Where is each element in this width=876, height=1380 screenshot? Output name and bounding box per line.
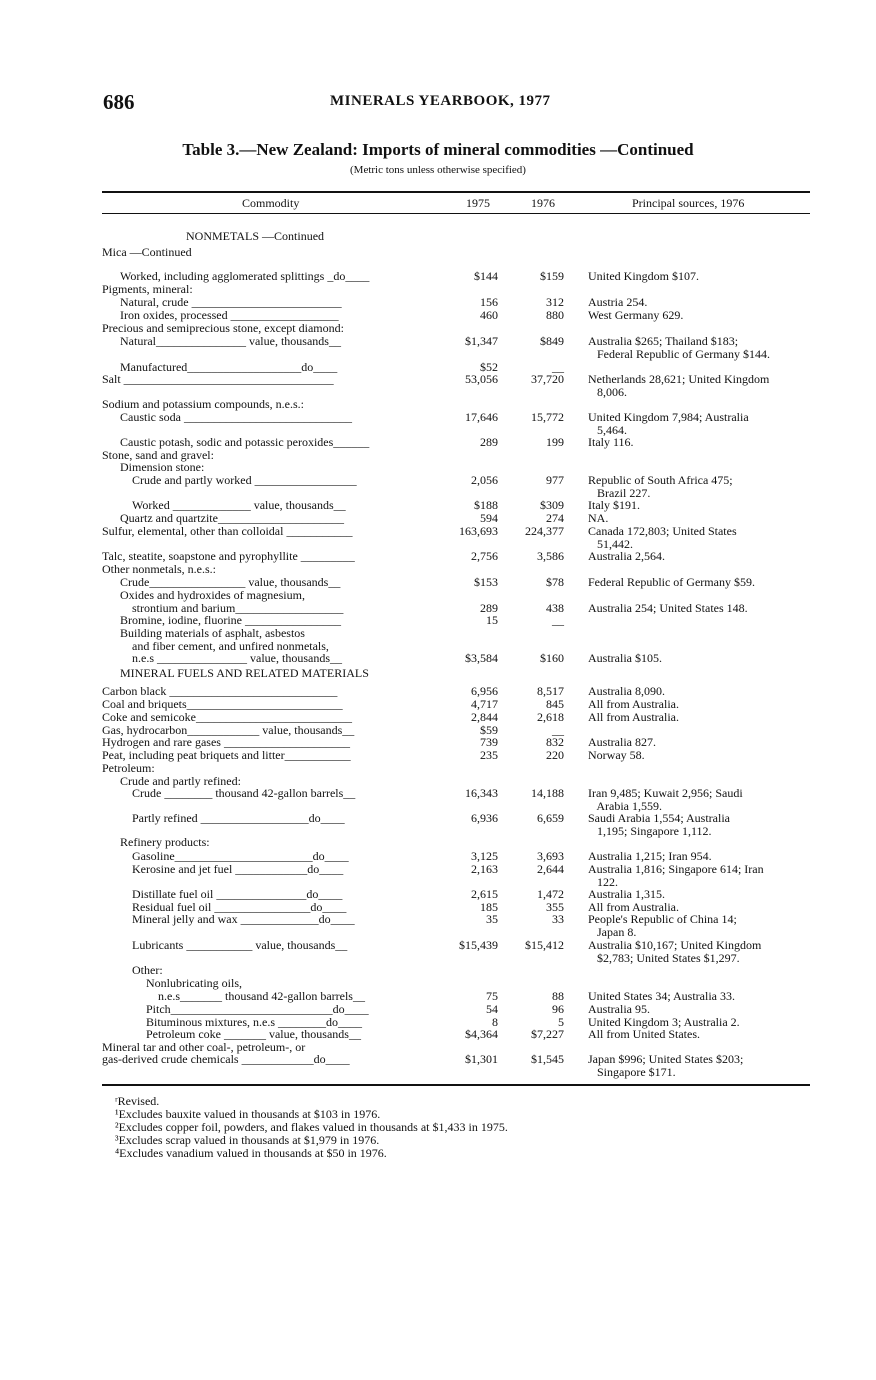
value-1975-cell: 53,056 (465, 372, 498, 386)
table-row (0, 938, 876, 965)
sources-line: Italy $191. (588, 498, 640, 512)
value-1975-cell: 2,615 (471, 887, 498, 901)
table-row (0, 576, 876, 589)
commodity-cell: Crude ________ thousand 42-gallon barrels__ (132, 787, 356, 800)
commodity-cell: Carbon black ____________________________ (102, 685, 338, 698)
table-row (0, 736, 876, 749)
value-1975-cell: 460 (480, 308, 498, 322)
table-row (0, 1052, 876, 1079)
value-1976-cell: 224,377 (525, 524, 564, 538)
table-row (0, 1003, 876, 1016)
value-1975-cell: 739 (480, 735, 498, 749)
value-1975-cell: 289 (480, 601, 498, 615)
sources-line: Japan 8. (588, 925, 637, 939)
sources-cell (588, 749, 813, 762)
commodity-cell: Dimension stone: (120, 461, 205, 474)
sources-line: Australia $265; Thailand $183; (588, 334, 739, 348)
sources-line: Arabia 1,559. (588, 799, 662, 813)
sources-line: United Kingdom 7,984; Australia (588, 410, 749, 424)
sources-line: United Kingdom 3; Australia 2. (588, 1015, 740, 1029)
table-subtitle: (Metric tons unless otherwise specified) (350, 164, 526, 176)
commodity-cell: strontium and barium__________________ (132, 602, 344, 615)
column-header-1975: 1975 (466, 196, 490, 210)
value-1976-cell: 37,720 (531, 372, 564, 386)
value-1976-cell: $309 (540, 498, 564, 512)
footnote: ʳRevised. (115, 1094, 160, 1108)
value-1976-cell: $7,227 (531, 1027, 564, 1041)
table-row (0, 862, 876, 889)
sources-line: Australia 8,090. (588, 684, 665, 698)
commodity-cell: Petroleum: (102, 762, 155, 775)
commodity-cell: gas-derived crude chemicals ____________do____ (102, 1053, 350, 1066)
commodity-cell: Bromine, iodine, fluorine ________________ (120, 614, 341, 627)
sources-cell (588, 711, 813, 724)
value-1975-cell: $144 (474, 269, 498, 283)
value-1975-cell: 75 (486, 989, 498, 1003)
value-1976-cell: __ (552, 613, 564, 627)
commodity-cell: n.e.s _______________ value, thousands__ (132, 652, 342, 665)
sources-line: $2,783; United States $1,297. (588, 951, 740, 965)
sources-cell (588, 1053, 813, 1079)
column-header-1976: 1976 (531, 196, 555, 210)
value-1976-cell: $159 (540, 269, 564, 283)
sources-line: Singapore $171. (588, 1065, 676, 1079)
value-1976-cell: 15,772 (531, 410, 564, 424)
value-1976-cell: $15,412 (525, 938, 564, 952)
sources-line: 5,464. (588, 423, 627, 437)
commodity-cell: Distillate fuel oil _______________do____ (132, 888, 343, 901)
sources-line: NA. (588, 511, 609, 525)
sources-line: 51,442. (588, 537, 633, 551)
column-header-sources: Principal sources, 1976 (632, 196, 745, 210)
sources-line: Saudi Arabia 1,554; Australia (588, 811, 730, 825)
value-1976-cell: 14,188 (531, 786, 564, 800)
commodity-cell: Lubricants ___________ value, thousands__ (132, 939, 348, 952)
value-1976-cell: 199 (546, 435, 564, 449)
sources-line: Australia 827. (588, 735, 656, 749)
table-row (0, 652, 876, 665)
commodity-cell: Residual fuel oil ________________do____ (132, 901, 347, 914)
value-1975-cell: 15 (486, 613, 498, 627)
commodity-cell: Stone, sand and gravel: (102, 449, 214, 462)
table-row (0, 811, 876, 838)
table-row (0, 964, 876, 977)
value-1975-cell: 2,756 (471, 549, 498, 563)
commodity-cell: Other nonmetals, n.e.s.: (102, 563, 216, 576)
sources-cell (588, 436, 813, 449)
column-header-commodity: Commodity (242, 196, 300, 210)
commodity-cell: Sulfur, elemental, other than colloidal ___________ (102, 525, 353, 538)
commodity-cell: Other: (132, 964, 163, 977)
value-1976-cell: 880 (546, 308, 564, 322)
table-row (0, 230, 876, 243)
sources-cell (588, 787, 813, 813)
value-1975-cell: 594 (480, 511, 498, 525)
sources-line: Netherlands 28,621; United Kingdom (588, 372, 770, 386)
value-1975-cell: 3,125 (471, 849, 498, 863)
commodity-cell: Crude________________ value, thousands__ (120, 576, 341, 589)
commodity-cell: Quartz and quartzite_____________________ (120, 512, 344, 525)
value-1975-cell: 4,717 (471, 697, 498, 711)
sources-line: Japan $996; United States $203; (588, 1052, 744, 1066)
sources-line: Australia 95. (588, 1002, 650, 1016)
sources-cell (588, 812, 813, 838)
value-1976-cell: 977 (546, 473, 564, 487)
value-1975-cell: 289 (480, 435, 498, 449)
commodity-cell: Coal and briquets__________________________ (102, 698, 343, 711)
value-1976-cell: 220 (546, 748, 564, 762)
table-row (0, 473, 876, 500)
sources-line: Norway 58. (588, 748, 645, 762)
commodity-cell: Bituminous mixtures, n.e.s ________do____ (146, 1016, 362, 1029)
sources-cell (588, 652, 813, 665)
table-row (0, 888, 876, 901)
commodity-cell: Talc, steatite, soapstone and pyrophyllite _________ (102, 550, 355, 563)
sources-cell (588, 373, 813, 399)
table-row (0, 977, 876, 990)
sources-cell (588, 309, 813, 322)
table-row (0, 283, 876, 296)
sources-line: 8,006. (588, 385, 627, 399)
commodity-cell: Caustic soda ____________________________ (120, 411, 352, 424)
value-1976-cell: 845 (546, 697, 564, 711)
value-1975-cell: 2,163 (471, 862, 498, 876)
sources-line: People's Republic of China 14; (588, 912, 737, 926)
commodity-cell: Crude and partly worked _________________ (132, 474, 357, 487)
table-row (0, 786, 876, 813)
table-row (0, 749, 876, 762)
sources-cell (588, 411, 813, 437)
value-1975-cell: 156 (480, 295, 498, 309)
sources-cell (588, 863, 813, 889)
table-bottom-rule (102, 1084, 810, 1086)
value-1975-cell: 6,936 (471, 811, 498, 825)
commodity-cell: Petroleum coke _______ value, thousands__ (146, 1028, 361, 1041)
value-1975-cell: 235 (480, 748, 498, 762)
value-1975-cell: 2,056 (471, 473, 498, 487)
value-1975-cell: $188 (474, 498, 498, 512)
sources-cell (588, 913, 813, 939)
footnote: ⁴Excludes vanadium valued in thousands at $50 in 1976. (115, 1146, 387, 1160)
value-1976-cell: 5 (558, 1015, 564, 1029)
sources-line: United Kingdom $107. (588, 269, 699, 283)
value-1975-cell: $52 (480, 360, 498, 374)
value-1976-cell: 6,659 (537, 811, 564, 825)
commodity-cell: Manufactured___________________do____ (120, 361, 338, 374)
value-1975-cell: 2,844 (471, 710, 498, 724)
value-1976-cell: $849 (540, 334, 564, 348)
commodity-cell: Partly refined __________________do____ (132, 812, 345, 825)
value-1975-cell: 6,956 (471, 684, 498, 698)
commodity-cell: Natural, crude _________________________ (120, 296, 342, 309)
table-row (0, 550, 876, 563)
sources-line: Austria 254. (588, 295, 648, 309)
sources-line: Australia $10,167; United Kingdom (588, 938, 762, 952)
value-1976-cell: 1,472 (537, 887, 564, 901)
value-1976-cell: 3,693 (537, 849, 564, 863)
commodity-cell: Caustic potash, sodic and potassic peroxides______ (120, 436, 370, 449)
commodity-cell: Crude and partly refined: (120, 775, 241, 788)
commodity-cell: Worked _____________ value, thousands__ (132, 499, 346, 512)
value-1975-cell: 17,646 (465, 410, 498, 424)
commodity-cell: Natural_______________ value, thousands__ (120, 335, 341, 348)
sources-line: Canada 172,803; United States (588, 524, 737, 538)
table-row (0, 322, 876, 335)
value-1975-cell: $1,347 (465, 334, 498, 348)
value-1976-cell: 832 (546, 735, 564, 749)
table-row (0, 698, 876, 711)
value-1975-cell: 16,343 (465, 786, 498, 800)
commodity-cell: Coke and semicoke__________________________ (102, 711, 352, 724)
value-1976-cell: 96 (552, 1002, 564, 1016)
table-row (0, 461, 876, 474)
sources-line: Australia 1,215; Iran 954. (588, 849, 712, 863)
commodity-cell: Pigments, mineral: (102, 283, 193, 296)
value-1976-cell: __ (552, 723, 564, 737)
sources-cell (588, 474, 813, 500)
commodity-cell: and fiber cement, and unfired nonmetals, (132, 640, 329, 653)
commodity-cell: Refinery products: (120, 836, 210, 849)
sources-line: Australia 254; United States 148. (588, 601, 748, 615)
commodity-cell: Sodium and potassium compounds, n.e.s.: (102, 398, 304, 411)
table-row (0, 711, 876, 724)
table-row (0, 1028, 876, 1041)
table-title: Table 3.—New Zealand: Imports of mineral commodities —Continued (182, 140, 694, 159)
commodity-cell: Nonlubricating oils, (146, 977, 242, 990)
value-1976-cell: $160 (540, 651, 564, 665)
header-bottom-rule (102, 213, 810, 214)
table-row (0, 499, 876, 512)
commodity-cell: Building materials of asphalt, asbestos (120, 627, 305, 640)
commodity-cell: Peat, including peat briquets and litter___________ (102, 749, 351, 762)
table-row (0, 334, 876, 361)
table-row (0, 512, 876, 525)
sources-line: West Germany 629. (588, 308, 684, 322)
sources-line: Australia 2,564. (588, 549, 665, 563)
value-1975-cell: $15,439 (459, 938, 498, 952)
value-1976-cell: 2,644 (537, 862, 564, 876)
value-1975-cell: 54 (486, 1002, 498, 1016)
value-1976-cell: 355 (546, 900, 564, 914)
sources-line: Federal Republic of Germany $144. (588, 347, 770, 361)
value-1975-cell: $4,364 (465, 1027, 498, 1041)
footnote: ³Excludes scrap valued in thousands at $1,979 in 1976. (115, 1133, 380, 1147)
commodity-cell: Iron oxides, processed __________________ (120, 309, 339, 322)
table-row (0, 246, 876, 259)
table-row (0, 309, 876, 322)
footnote: ²Excludes copper foil, powders, and flakes valued in thousands at $1,433 in 1975. (115, 1120, 508, 1134)
page-number: 686 (103, 90, 135, 114)
table-row (0, 296, 876, 309)
commodity-cell: Mineral jelly and wax _____________do____ (132, 913, 355, 926)
value-1976-cell: 88 (552, 989, 564, 1003)
sources-cell (588, 525, 813, 551)
value-1975-cell: $59 (480, 723, 498, 737)
commodity-cell: Oxides and hydroxides of magnesium, (120, 589, 305, 602)
table-row (0, 762, 876, 775)
table-row (0, 685, 876, 698)
commodity-cell: Salt ___________________________________ (102, 373, 334, 386)
value-1975-cell: $3,584 (465, 651, 498, 665)
table-top-rule (102, 191, 810, 193)
value-1975-cell: 163,693 (459, 524, 498, 538)
sources-line: Republic of South Africa 475; (588, 473, 733, 487)
footnote: ¹Excludes bauxite valued in thousands at $103 in 1976. (115, 1107, 381, 1121)
table-row (0, 614, 876, 627)
commodity-cell: Hydrogen and rare gases _____________________ (102, 736, 350, 749)
commodity-cell: Mineral tar and other coal-, petroleum-, or (102, 1041, 306, 1054)
sources-cell (588, 1028, 813, 1041)
sources-cell (588, 576, 813, 589)
table-row (0, 627, 876, 640)
table-row (0, 270, 876, 283)
commodity-cell: Kerosine and jet fuel ____________do____ (132, 863, 344, 876)
value-1976-cell: 274 (546, 511, 564, 525)
value-1976-cell: 2,618 (537, 710, 564, 724)
value-1975-cell: $153 (474, 575, 498, 589)
table-row (0, 410, 876, 437)
commodity-cell: NONMETALS —Continued (186, 230, 325, 243)
value-1976-cell: 8,517 (537, 684, 564, 698)
sources-line: Italy 116. (588, 435, 634, 449)
sources-line: Federal Republic of Germany $59. (588, 575, 755, 589)
sources-line: Australia 1,315. (588, 887, 665, 901)
value-1975-cell: 8 (492, 1015, 498, 1029)
value-1976-cell: 312 (546, 295, 564, 309)
sources-line: United States 34; Australia 33. (588, 989, 735, 1003)
table-row (0, 524, 876, 551)
sources-line: All from United States. (588, 1027, 700, 1041)
value-1975-cell: 35 (486, 912, 498, 926)
value-1976-cell: __ (552, 360, 564, 374)
sources-line: All from Australia. (588, 697, 679, 711)
sources-cell (588, 335, 813, 361)
sources-cell (588, 550, 813, 563)
sources-line: Brazil 227. (588, 486, 651, 500)
sources-line: All from Australia. (588, 900, 679, 914)
commodity-cell: Precious and semiprecious stone, except diamond: (102, 322, 344, 335)
value-1975-cell: 185 (480, 900, 498, 914)
table-row (0, 372, 876, 399)
sources-line: 1,195; Singapore 1,112. (588, 824, 712, 838)
sources-line: All from Australia. (588, 710, 679, 724)
sources-line: 122. (588, 875, 618, 889)
table-row (0, 990, 876, 1003)
sources-line: Australia $105. (588, 651, 662, 665)
running-head: MINERALS YEARBOOK, 1977 (330, 93, 551, 109)
value-1976-cell: 33 (552, 912, 564, 926)
commodity-cell: Gas, hydrocarbon____________ value, thousands__ (102, 724, 355, 737)
sources-line: Australia 1,816; Singapore 614; Iran (588, 862, 764, 876)
table-row (0, 836, 876, 849)
value-1976-cell: 438 (546, 601, 564, 615)
value-1976-cell: $78 (546, 575, 564, 589)
sources-cell (588, 499, 813, 512)
commodity-cell: Worked, including agglomerated splittings _do____ (120, 270, 370, 283)
table-row (0, 667, 876, 680)
table-row (0, 436, 876, 449)
sources-cell (588, 939, 813, 965)
value-1975-cell: $1,301 (465, 1052, 498, 1066)
commodity-cell: n.e.s_______ thousand 42-gallon barrels__ (158, 990, 365, 1003)
value-1976-cell: $1,545 (531, 1052, 564, 1066)
commodity-cell: Gasoline_______________________do____ (132, 850, 349, 863)
sources-line: Iran 9,485; Kuwait 2,956; Saudi (588, 786, 743, 800)
commodity-cell: Pitch___________________________do____ (146, 1003, 369, 1016)
sources-cell (588, 270, 813, 283)
value-1976-cell: 3,586 (537, 549, 564, 563)
table-row (0, 912, 876, 939)
commodity-cell: MINERAL FUELS AND RELATED MATERIALS (120, 667, 369, 680)
commodity-cell: Mica —Continued (102, 246, 192, 259)
